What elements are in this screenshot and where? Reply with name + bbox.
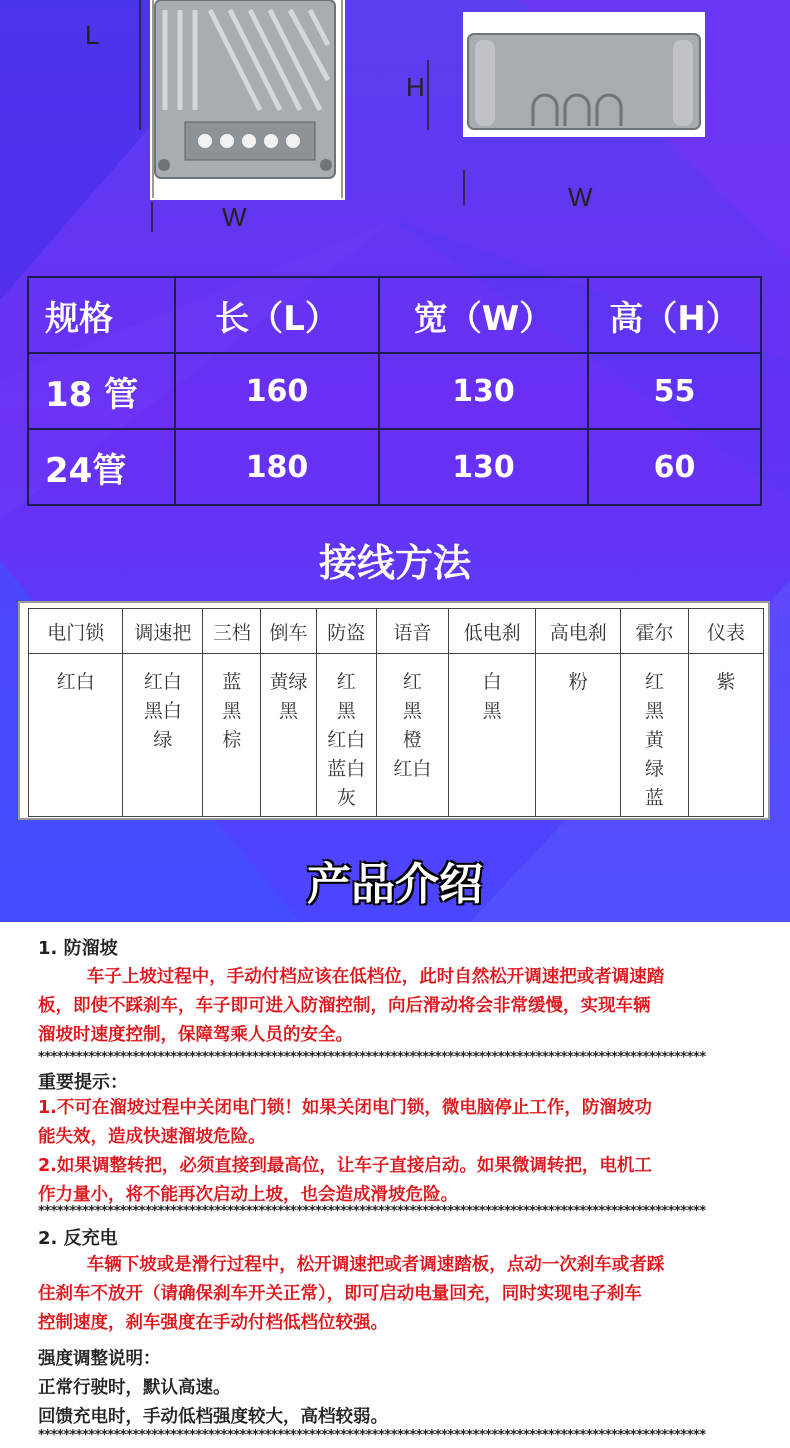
text-line: 控制速度，刹车强度在手动付档低档位较强。 — [38, 1313, 388, 1333]
spec-header-row — [28, 277, 761, 353]
wiring-color-cell — [448, 654, 536, 817]
wiring-color-cell — [29, 654, 123, 817]
section-2-title: 2. 反充电 — [38, 1228, 118, 1249]
wiring-header-cell: 霍尔 — [621, 609, 689, 654]
text-line: 板，即使不踩刹车，车子即可进入防溜控制，向后滑动将会非常缓慢，实现车辆 — [38, 996, 651, 1016]
spec-header-cell: 规格 — [28, 277, 175, 353]
wiring-color-cell — [123, 654, 203, 817]
text-line: 能失效，造成快速溜坡危险。 — [38, 1127, 266, 1147]
spec-cell: 130 — [379, 429, 588, 505]
spec-row — [28, 353, 761, 429]
wiring-header-cell: 高电刹 — [536, 609, 621, 654]
wiring-header-row — [29, 609, 764, 654]
dim-label-w-right: W — [568, 182, 593, 212]
spec-header-cell: 宽（W） — [379, 277, 588, 353]
wire-color: 蓝白 — [327, 758, 366, 780]
dim-label-l: L — [85, 20, 100, 50]
text-line: 车子上坡过程中，手动付档应该在低档位，此时自然松开调速把或者调速踏 — [38, 967, 665, 987]
wiring-color-cell — [621, 654, 689, 817]
wiring-header-cell: 电门锁 — [29, 609, 123, 654]
spec-cell: 55 — [588, 353, 761, 429]
controller-side-view — [463, 12, 705, 137]
wiring-header-cell: 仪表 — [689, 609, 764, 654]
wire-color: 黑 — [645, 700, 665, 722]
wire-color: 绿 — [153, 729, 173, 751]
wiring-color-cell — [689, 654, 764, 817]
spec-cell: 18 管 — [28, 353, 175, 429]
wire-color: 红 — [336, 671, 356, 693]
section-2-text — [38, 1251, 664, 1338]
spec-cell: 60 — [588, 429, 761, 505]
wire-color: 黑 — [222, 700, 242, 722]
spec-cell: 180 — [175, 429, 379, 505]
dimension-lines-right — [400, 20, 480, 220]
wire-color: 黑 — [336, 700, 356, 722]
spec-table — [27, 276, 762, 506]
wire-color: 红 — [402, 671, 422, 693]
wiring-title: 接线方法 — [318, 541, 471, 585]
strength-text — [38, 1345, 388, 1432]
text-line: 2.如果调整转把，必须直接到最高位，让车子直接启动。如果微调转把，电机工 — [38, 1156, 652, 1176]
text-line: 住刹车不放开（请确保刹车开关正常），即可启动电量回充，同时实现电子刹车 — [38, 1284, 642, 1304]
spec-header-cell: 长（L） — [175, 277, 379, 353]
section-1-title: 1. 防溜坡 — [38, 938, 118, 959]
section-1-text — [38, 963, 664, 1050]
text-line: 正常行驶时，默认高速。 — [38, 1378, 231, 1398]
wire-color: 黑 — [402, 700, 422, 722]
wire-color: 紫 — [716, 671, 736, 693]
text-line: 强度调整说明： — [38, 1349, 161, 1369]
controller-top-view — [150, 0, 345, 200]
intro-title: 产品介绍 — [307, 859, 483, 910]
wiring-color-cell — [376, 654, 448, 817]
wire-color: 黑 — [482, 700, 502, 722]
wire-color: 蓝 — [645, 787, 665, 809]
wire-color: 黄 — [645, 729, 665, 751]
text-line: 作力量小，将不能再次启动上坡，也会造成滑坡危险。 — [38, 1185, 458, 1205]
wire-color: 粉 — [568, 671, 588, 693]
wiring-header-cell: 语音 — [376, 609, 448, 654]
spec-cell: 130 — [379, 353, 588, 429]
wiring-color-cell — [261, 654, 316, 817]
wiring-header-cell: 倒车 — [261, 609, 316, 654]
text-line: 车辆下坡或是滑行过程中，松开调速把或者调速踏板，点动一次刹车或者踩 — [38, 1255, 665, 1275]
wiring-header-cell: 调速把 — [123, 609, 203, 654]
wiring-color-row — [29, 654, 764, 817]
wiring-color-cell — [203, 654, 261, 817]
dim-label-w-left: W — [222, 202, 247, 232]
spec-cell: 160 — [175, 353, 379, 429]
wire-color: 蓝 — [222, 671, 242, 693]
tips-title: 重要提示： — [38, 1072, 128, 1093]
wiring-header-cell: 低电刹 — [448, 609, 536, 654]
tips-text — [38, 1094, 652, 1210]
wire-color: 黑白 — [143, 700, 182, 722]
spec-cell: 24管 — [28, 429, 175, 505]
wiring-header-cell: 防盗 — [316, 609, 376, 654]
wire-color: 橙 — [402, 729, 422, 751]
wire-color: 红 — [645, 671, 665, 693]
text-line: 1.不可在溜坡过程中关闭电门锁！如果关闭电门锁，微电脑停止工作，防溜坡功 — [38, 1098, 652, 1118]
wire-color: 白 — [482, 671, 502, 693]
wire-color: 绿 — [645, 758, 665, 780]
text-line: 溜坡时速度控制，保障驾乘人员的安全。 — [38, 1025, 353, 1045]
separator-stars: ********************************************************************************************************** — [38, 1204, 706, 1219]
dim-label-h: H — [406, 72, 425, 102]
wire-color: 红白 — [56, 671, 95, 693]
wire-color: 灰 — [336, 787, 356, 809]
text-line: 回馈充电时，手动低档强度较大，高档较弱。 — [38, 1407, 388, 1427]
wire-color: 红白 — [327, 729, 366, 751]
wire-color: 红白 — [393, 758, 432, 780]
wiring-color-cell — [536, 654, 621, 817]
wiring-color-cell — [316, 654, 376, 817]
wiring-table-panel — [18, 601, 770, 820]
separator-stars: ********************************************************************************************************** — [38, 1428, 706, 1443]
wire-color: 黄绿 — [269, 671, 308, 693]
wiring-header-cell: 三档 — [203, 609, 261, 654]
separator-stars: ********************************************************************************************************** — [38, 1050, 706, 1065]
wiring-table — [28, 608, 764, 817]
wire-color: 红白 — [143, 671, 182, 693]
wire-color: 黑 — [279, 700, 299, 722]
wire-color: 棕 — [222, 729, 242, 751]
spec-header-cell: 高（H） — [588, 277, 761, 353]
spec-row — [28, 429, 761, 505]
